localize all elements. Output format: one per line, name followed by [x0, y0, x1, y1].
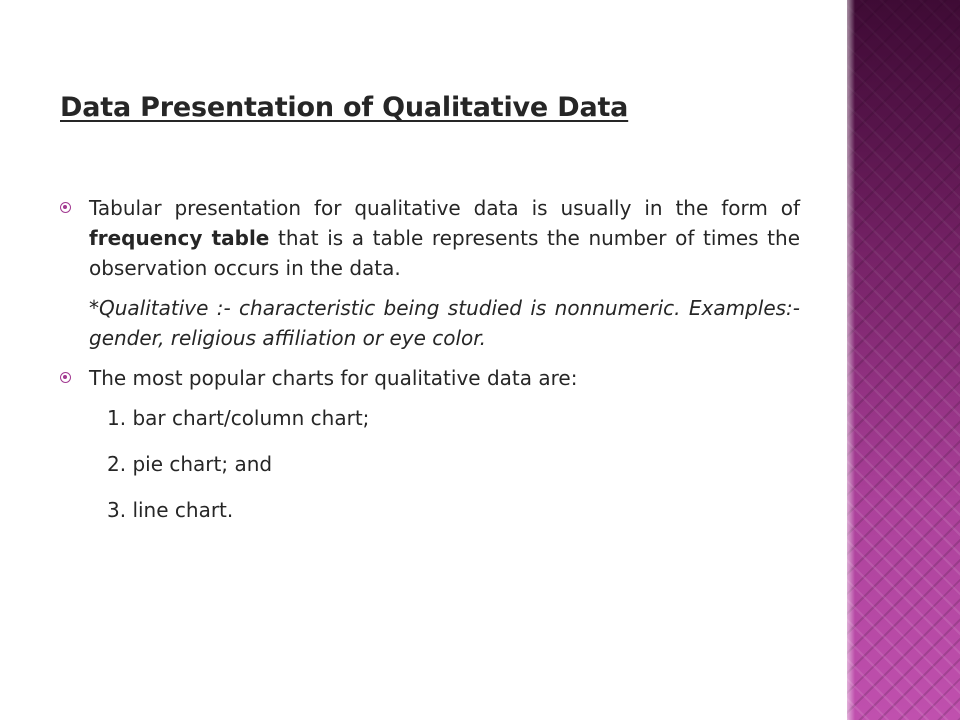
bullet-text-part: Tabular presentation for qualitative data is usually in the form of [89, 196, 800, 220]
chart-list-item: 3. line chart. [107, 498, 234, 522]
circle-bullet-icon [60, 372, 71, 383]
chart-list-item: 1. bar chart/column chart; [107, 406, 370, 430]
bullet-text: The most popular charts for qualitative data are: [89, 366, 578, 390]
slide-body [60, 193, 800, 541]
bullet-item-tabular [60, 193, 800, 283]
circle-bullet-icon [60, 202, 71, 213]
slide-title: Data Presentation of Qualitative Data [60, 92, 629, 123]
qualitative-definition-note: *Qualitative :- characteristic being studied is nonnumeric. Examples:- gender, religious affiliation or eye color. [89, 296, 800, 350]
bullet-text-part: that is a table represents the number of times the observation occurs in the data. [89, 226, 800, 280]
bullet-text [89, 193, 800, 283]
chart-list-item: 2. pie chart; and [107, 452, 273, 476]
bold-term: frequency table [89, 226, 270, 250]
bullet-item-charts [60, 363, 800, 393]
decorative-side-panel [847, 0, 960, 720]
